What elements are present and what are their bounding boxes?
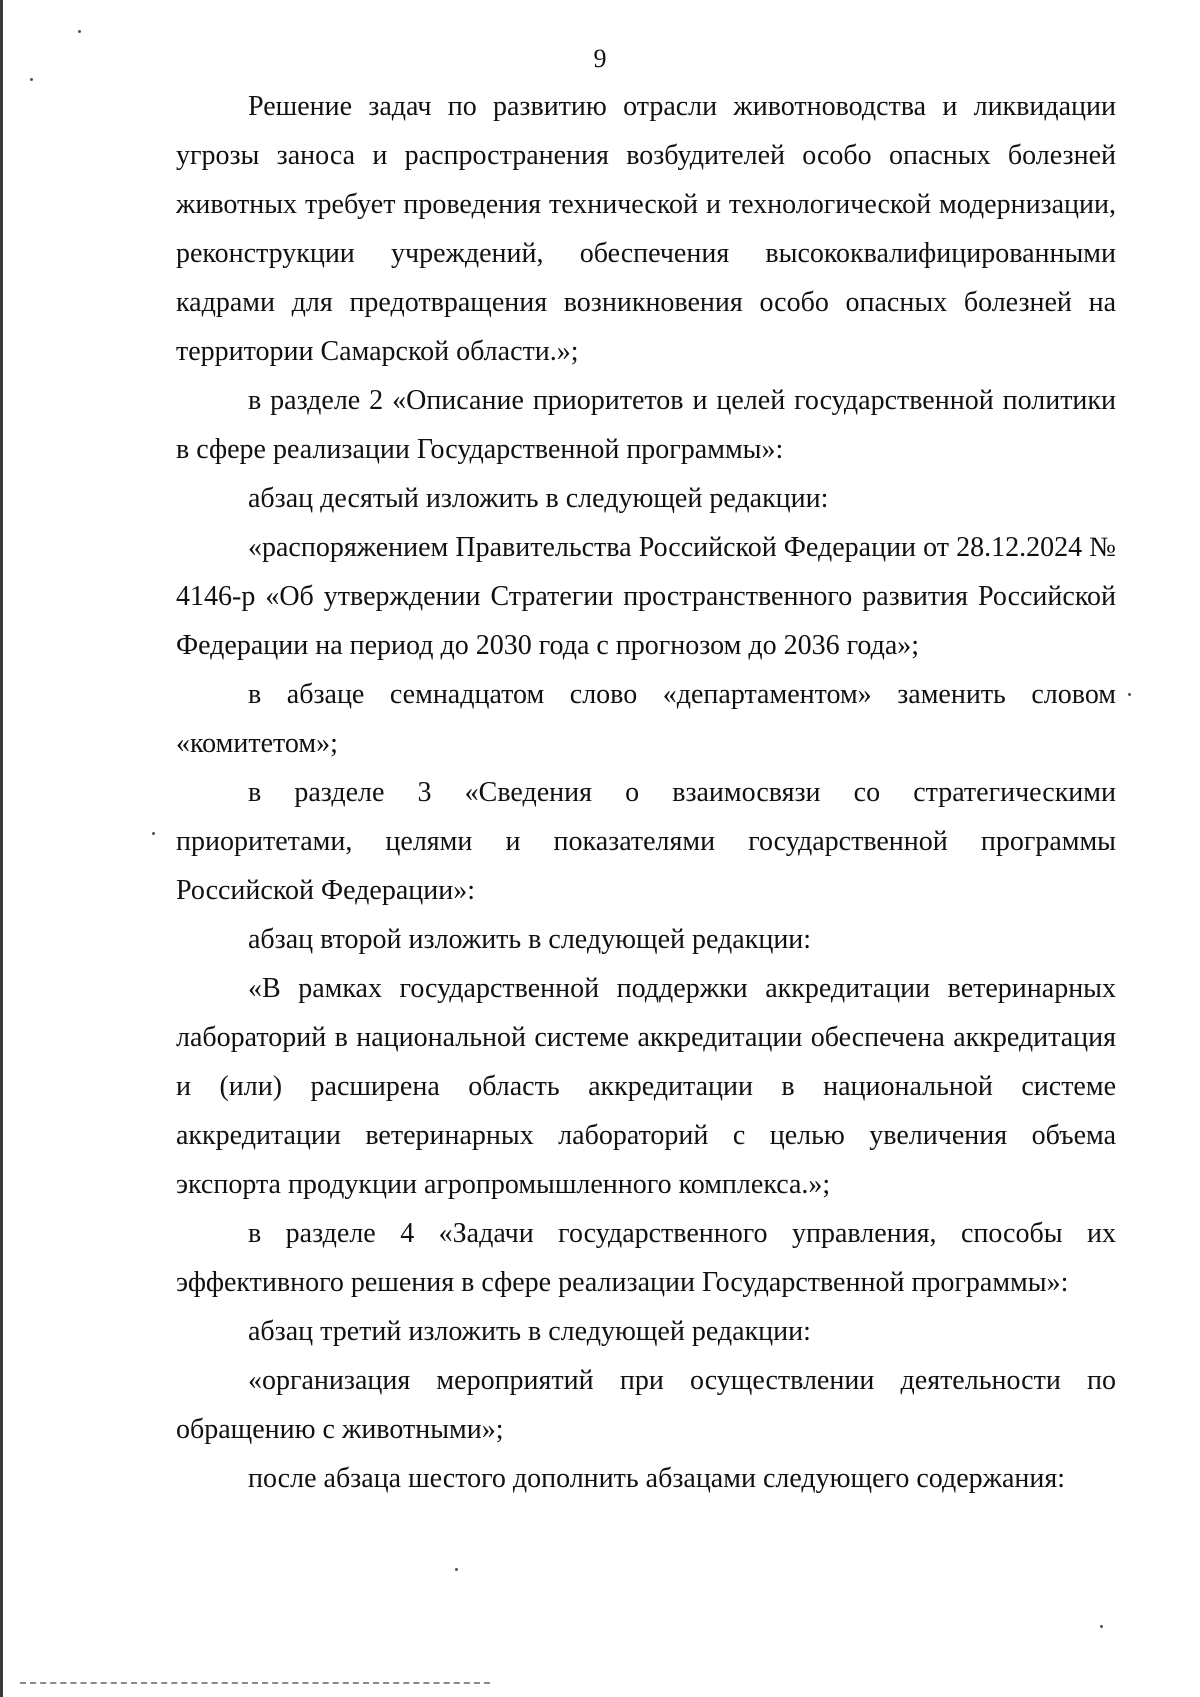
scan-speck — [30, 78, 33, 81]
paragraph-6: в разделе 3 «Сведения о взаимосвязи со стратегическими приоритетами, целями и показателями государственной программы Российской Федерации»: — [176, 777, 1116, 906]
scan-speck — [152, 832, 155, 835]
page-number: 9 — [593, 44, 607, 73]
scan-speck — [455, 1568, 458, 1571]
scan-speck — [78, 30, 81, 33]
paragraph-9: в разделе 4 «Задачи государственного управления, способы их эффективного решения в сфере реализации Государственной программы»: — [176, 1218, 1116, 1298]
paragraph-2: в разделе 2 «Описание приоритетов и целей государственной политики в сфере реализации Государственной программы»: — [176, 385, 1116, 465]
document-body — [176, 82, 1116, 1503]
paragraph-11: «организация мероприятий при осуществлении деятельности по обращению с животными»; — [176, 1365, 1116, 1445]
paragraph-12: после абзаца шестого дополнить абзацами следующего содержания: — [248, 1463, 1066, 1494]
scan-footer-marks — [20, 1682, 490, 1690]
paragraph-4: «распоряжением Правительства Российской Федерации от 28.12.2024 № 4146-р «Об утверждении Стратегии пространственного развития Российской Федерации на период до 2030 года с прогнозом до 2036 года»; — [176, 532, 1116, 661]
paragraph-1: Решение задач по развитию отрасли животноводства и ликвидации угрозы заноса и распространения возбудителей особо опасных болезней животных требует проведения технической и технологической модернизации, реконструкции учреждений, обеспечения высококвалифицированными кадрами для предотвращения возникновения особо опасных болезней на территории Самарской области.»; — [176, 91, 1116, 367]
paragraph-7: абзац второй изложить в следующей редакции: — [248, 924, 812, 955]
paragraph-3: абзац десятый изложить в следующей редакции: — [248, 483, 829, 514]
paragraph-10: абзац третий изложить в следующей редакции: — [248, 1316, 811, 1347]
scan-speck — [1100, 1625, 1103, 1628]
paragraph-5: в абзаце семнадцатом слово «департаментом» заменить словом «комитетом»; — [176, 679, 1116, 759]
scan-speck — [1128, 693, 1131, 696]
scan-left-edge — [0, 0, 3, 1697]
paragraph-8: «В рамках государственной поддержки аккредитации ветеринарных лабораторий в национальной системе аккредитации обеспечена аккредитация и (или) расширена область аккредитации в национальной системе аккредитации ветеринарных лабораторий с целью увеличения объема экспорта продукции агропромышленного комплекса.»; — [176, 973, 1116, 1200]
